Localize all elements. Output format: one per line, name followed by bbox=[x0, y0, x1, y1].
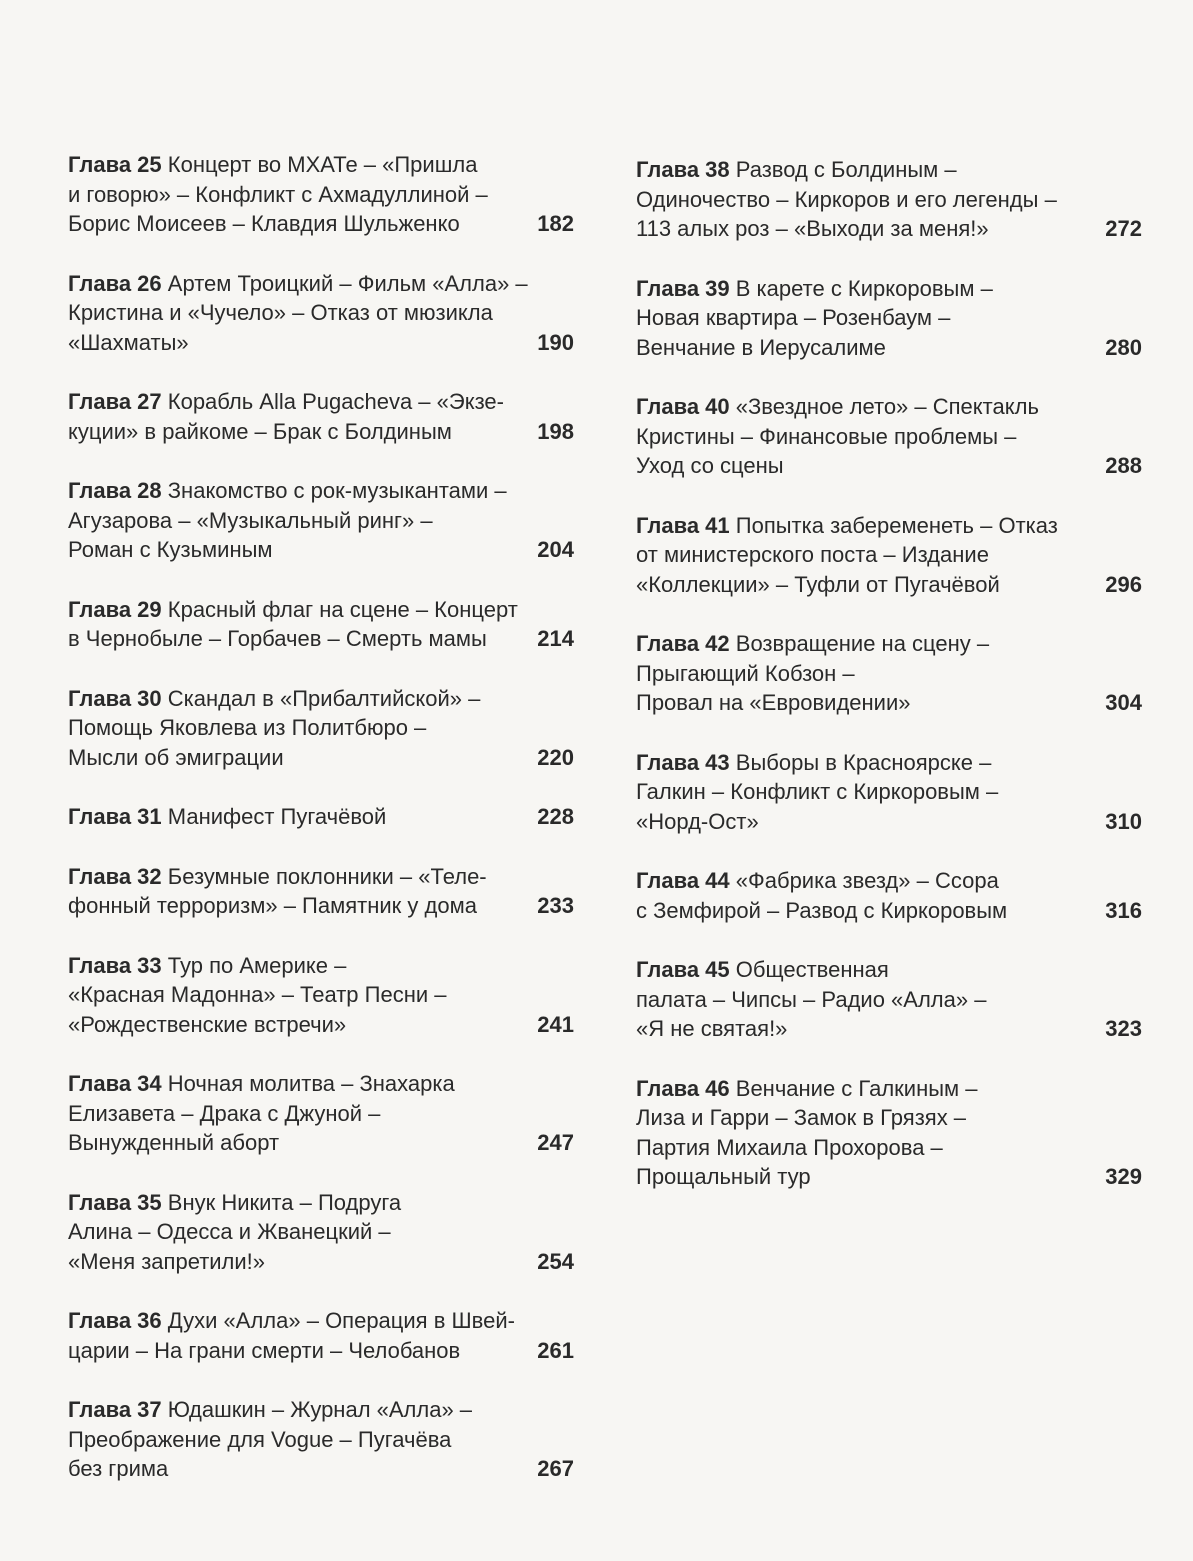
page-number: 288 bbox=[1105, 453, 1142, 478]
chapter-label: Глава 25 bbox=[68, 152, 162, 177]
chapter-title-text: фонный терроризм» – Памятник у дома bbox=[68, 893, 477, 918]
toc-entry-line bbox=[636, 1133, 1068, 1163]
toc-entry bbox=[68, 150, 578, 239]
chapter-label: Глава 33 bbox=[68, 952, 162, 978]
chapter-title-text: «Меня запретили!» bbox=[68, 1248, 266, 1274]
chapter-title-text: Артем Троицкий – Фильм «Алла» – bbox=[167, 270, 528, 296]
chapter-title-text: Галкин – Конфликт с Киркоровым – bbox=[636, 779, 999, 804]
toc-entry-line bbox=[636, 451, 1068, 481]
toc-entry-line bbox=[636, 688, 1068, 718]
chapter-title-text: Агузарова – «Музыкальный ринг» – bbox=[68, 507, 433, 533]
toc-entry-line bbox=[68, 476, 507, 506]
toc-entry bbox=[68, 1395, 578, 1484]
toc-entry-line bbox=[636, 1014, 1068, 1044]
chapter-label: Глава 39 bbox=[636, 275, 730, 301]
toc-entry-line bbox=[68, 1247, 500, 1277]
toc-entry-line bbox=[68, 387, 504, 417]
toc-entry bbox=[636, 955, 1146, 1044]
chapter-label: Глава 45 bbox=[636, 957, 730, 982]
toc-entry-line bbox=[68, 1454, 500, 1484]
page-number: 304 bbox=[1105, 690, 1142, 715]
toc-entry-line bbox=[68, 535, 500, 565]
toc-entry-line bbox=[68, 298, 500, 328]
toc-entry-line bbox=[636, 392, 1068, 422]
chapter-title-text: Манифест Пугачёвой bbox=[167, 804, 387, 829]
toc-entry-line bbox=[68, 180, 500, 210]
toc-entry-line bbox=[68, 1336, 500, 1366]
chapter-label: Глава 30 bbox=[68, 685, 162, 711]
page-number: 214 bbox=[537, 626, 574, 651]
page-number: 204 bbox=[537, 537, 574, 562]
toc-entry bbox=[68, 862, 578, 921]
toc-entry-line bbox=[68, 328, 500, 358]
chapter-title-text: без грима bbox=[68, 1456, 169, 1481]
toc-entry-line bbox=[636, 659, 1068, 689]
page-number: 261 bbox=[537, 1337, 574, 1363]
toc-entry-line bbox=[68, 743, 500, 773]
toc-entry bbox=[68, 684, 578, 773]
toc-column-left bbox=[68, 150, 578, 1514]
chapter-title-text: Уход со сцены bbox=[636, 453, 784, 478]
toc-entry bbox=[68, 269, 578, 358]
chapter-title-text: Корабль Alla Pugacheva – «Экзе- bbox=[167, 389, 504, 414]
chapter-title-text: Помощь Яковлева из Политбюро – bbox=[68, 715, 427, 740]
toc-entry-line bbox=[68, 1425, 500, 1455]
chapter-title-text: «Рождественские встречи» bbox=[68, 1011, 347, 1037]
chapter-label: Глава 38 bbox=[636, 157, 730, 182]
chapter-title-text: Партия Михаила Прохорова – bbox=[636, 1134, 943, 1160]
toc-entry bbox=[68, 951, 578, 1040]
chapter-title-text: Одиночество – Киркоров и его легенды – bbox=[636, 186, 1057, 212]
chapter-title-text: 113 алых роз – «Выходи за меня!» bbox=[636, 216, 989, 241]
toc-entry-line bbox=[68, 862, 500, 892]
chapter-title-text: Прыгающий Кобзон – bbox=[636, 660, 855, 686]
chapter-label: Глава 40 bbox=[636, 394, 730, 419]
chapter-title-text: Роман с Кузьминым bbox=[68, 537, 273, 562]
page-number: 272 bbox=[1105, 216, 1142, 241]
chapter-title-text: Внук Никита – Подруга bbox=[167, 1189, 402, 1215]
toc-entry-line bbox=[68, 417, 500, 447]
toc-entry-line bbox=[68, 713, 500, 743]
toc-entry-line bbox=[636, 1103, 1068, 1133]
chapter-title-text: Мысли об эмиграции bbox=[68, 744, 284, 770]
chapter-title-text: Тур по Америке – bbox=[167, 952, 347, 978]
page-number: 198 bbox=[537, 418, 574, 444]
chapter-title-text: «Звездное лето» – Спектакль bbox=[735, 394, 1039, 419]
toc-entry-line bbox=[636, 985, 1068, 1015]
chapter-title-text: Безумные поклонники – «Теле- bbox=[167, 863, 487, 889]
chapter-title-text: В карете с Киркоровым – bbox=[735, 275, 993, 301]
toc-entry-line bbox=[68, 1395, 500, 1425]
toc-entry-line bbox=[636, 896, 1068, 926]
chapter-title-text: Развод с Болдиным – bbox=[735, 157, 957, 182]
toc-entry-line bbox=[636, 303, 1068, 333]
chapter-label: Глава 34 bbox=[68, 1071, 162, 1096]
chapter-title-text: Кристина и «Чучело» – Отказ от мюзикла bbox=[68, 300, 493, 325]
toc-entry-line bbox=[636, 333, 1068, 363]
toc-column-right bbox=[636, 155, 1146, 1222]
chapter-title-text: «Красная Мадонна» – Театр Песни – bbox=[68, 982, 447, 1007]
chapter-title-text: и говорю» – Конфликт с Ахмадуллиной – bbox=[68, 181, 488, 207]
chapter-title-text: «Я не святая!» bbox=[636, 1016, 788, 1041]
chapter-title-text: Новая квартира – Розенбаум – bbox=[636, 305, 951, 330]
chapter-title-text: Возвращение на сцену – bbox=[735, 631, 990, 656]
toc-entry-line bbox=[636, 955, 1068, 985]
toc-entry-line bbox=[68, 980, 500, 1010]
toc-entry-line bbox=[636, 185, 1068, 215]
chapter-title-text: с Земфирой – Развод с Киркоровым bbox=[636, 897, 1008, 923]
chapter-title-text: Красный флаг на сцене – Концерт bbox=[167, 596, 518, 622]
page-number: 296 bbox=[1105, 571, 1142, 597]
chapter-title-text: «Фабрика звезд» – Ссора bbox=[735, 868, 999, 893]
toc-entry-line bbox=[68, 1069, 500, 1099]
toc-entry-line bbox=[636, 540, 1068, 570]
toc-entry-line bbox=[636, 629, 1068, 659]
toc-entry bbox=[636, 866, 1146, 925]
chapter-title-text: в Чернобыле – Горбачев – Смерть мамы bbox=[68, 626, 487, 651]
toc-entry-line bbox=[68, 951, 500, 981]
chapter-label: Глава 26 bbox=[68, 270, 162, 296]
page-number: 329 bbox=[1105, 1164, 1142, 1189]
toc-entry-line bbox=[636, 1162, 1068, 1192]
page-number: 190 bbox=[537, 329, 574, 355]
toc-entry bbox=[636, 274, 1146, 363]
chapter-title-text: Венчание с Галкиным – bbox=[735, 1075, 978, 1101]
toc-entry-line bbox=[68, 1010, 500, 1040]
toc-entry-line bbox=[636, 866, 1068, 896]
chapter-title-text: Юдашкин – Журнал «Алла» – bbox=[167, 1397, 473, 1422]
toc-entry-line bbox=[68, 209, 500, 239]
toc-entry-line bbox=[68, 1217, 500, 1247]
chapter-title-text: Попытка забеременеть – Отказ bbox=[735, 512, 1058, 538]
chapter-title-text: куции» в райкоме – Брак с Болдиным bbox=[68, 418, 452, 444]
toc-entry-line bbox=[68, 802, 500, 832]
toc-entry-line bbox=[636, 422, 1068, 452]
chapter-title-text: Венчание в Иерусалиме bbox=[636, 334, 886, 360]
toc-entry-line bbox=[68, 1188, 500, 1218]
toc-entry-line bbox=[68, 1099, 500, 1129]
page-number: 228 bbox=[537, 804, 574, 829]
chapter-title-text: Елизавета – Драка с Джуной – bbox=[68, 1100, 381, 1126]
page-number: 182 bbox=[537, 211, 574, 236]
chapter-title-text: Концерт во МХАТе – «Пришла bbox=[167, 152, 478, 177]
chapter-title-text: палата – Чипсы – Радио «Алла» – bbox=[636, 986, 987, 1012]
toc-entry bbox=[636, 629, 1146, 718]
toc-entry-line bbox=[68, 624, 500, 654]
chapter-title-text: Прощальный тур bbox=[636, 1164, 811, 1189]
chapter-title-text: Алина – Одесса и Жванецкий – bbox=[68, 1219, 391, 1244]
toc-entry bbox=[68, 595, 578, 654]
toc-entry-line bbox=[68, 506, 500, 536]
toc-entry-line bbox=[636, 511, 1068, 541]
chapter-label: Глава 44 bbox=[636, 868, 730, 893]
chapter-label: Глава 41 bbox=[636, 512, 730, 538]
toc-entry bbox=[68, 1306, 578, 1365]
page-number: 280 bbox=[1105, 334, 1142, 360]
chapter-title-text: Борис Моисеев – Клавдия Шульженко bbox=[68, 211, 460, 236]
toc-entry-line bbox=[636, 274, 1068, 304]
toc-entry-line bbox=[68, 684, 500, 714]
chapter-title-text: «Коллекции» – Туфли от Пугачёвой bbox=[636, 571, 1000, 597]
chapter-title-text: Вынужденный аборт bbox=[68, 1130, 280, 1155]
toc-entry-line bbox=[68, 1128, 500, 1158]
page-number: 233 bbox=[537, 893, 574, 918]
page-number: 323 bbox=[1105, 1016, 1142, 1041]
chapter-label: Глава 37 bbox=[68, 1397, 162, 1422]
chapter-title-text: Преображение для Vogue – Пугачёва bbox=[68, 1426, 452, 1452]
chapter-title-text: царии – На грани смерти – Челобанов bbox=[68, 1337, 461, 1363]
chapter-label: Глава 43 bbox=[636, 749, 730, 775]
toc-entry-line bbox=[636, 777, 1068, 807]
toc-entry-line bbox=[636, 748, 1068, 778]
chapter-label: Глава 28 bbox=[68, 478, 162, 503]
toc-entry bbox=[68, 1069, 578, 1158]
chapter-label: Глава 36 bbox=[68, 1308, 162, 1333]
chapter-label: Глава 32 bbox=[68, 863, 162, 889]
toc-entry bbox=[68, 802, 578, 832]
toc-entry-line bbox=[636, 807, 1068, 837]
toc-entry bbox=[68, 476, 578, 565]
toc-entry-line bbox=[636, 1074, 1068, 1104]
toc-entry-line bbox=[636, 570, 1068, 600]
chapter-label: Глава 29 bbox=[68, 596, 162, 622]
chapter-title-text: от министерского поста – Издание bbox=[636, 542, 989, 567]
page-number: 220 bbox=[537, 744, 574, 770]
toc-entry-line bbox=[636, 155, 1068, 185]
chapter-label: Глава 27 bbox=[68, 389, 162, 414]
chapter-title-text: Провал на «Евровидении» bbox=[636, 690, 911, 715]
chapter-title-text: «Шахматы» bbox=[68, 329, 189, 355]
page-number: 267 bbox=[537, 1456, 574, 1481]
chapter-label: Глава 35 bbox=[68, 1189, 162, 1215]
toc-entry-line bbox=[636, 214, 1068, 244]
toc-entry bbox=[636, 1074, 1146, 1192]
chapter-label: Глава 31 bbox=[68, 804, 162, 829]
toc-entry bbox=[636, 155, 1146, 244]
chapter-title-text: «Норд-Ост» bbox=[636, 808, 759, 834]
toc-entry bbox=[68, 387, 578, 446]
toc-entry-line bbox=[68, 595, 518, 625]
chapter-title-text: Духи «Алла» – Операция в Швей- bbox=[167, 1308, 515, 1333]
page-number: 241 bbox=[537, 1011, 574, 1037]
chapter-label: Глава 46 bbox=[636, 1075, 730, 1101]
toc-entry-line bbox=[68, 269, 528, 299]
chapter-title-text: Скандал в «Прибалтийской» – bbox=[167, 685, 481, 711]
chapter-title-text: Знакомство с рок-музыкантами – bbox=[167, 478, 507, 503]
toc-entry bbox=[636, 748, 1146, 837]
page-number: 247 bbox=[537, 1130, 574, 1155]
page-number: 254 bbox=[537, 1248, 574, 1274]
toc-entry-line bbox=[68, 1306, 515, 1336]
toc-entry bbox=[68, 1188, 578, 1277]
chapter-title-text: Кристины – Финансовые проблемы – bbox=[636, 423, 1017, 449]
toc-entry bbox=[636, 511, 1146, 600]
page-number: 316 bbox=[1105, 897, 1142, 923]
chapter-title-text: Общественная bbox=[735, 957, 889, 982]
toc-entry-line bbox=[68, 150, 500, 180]
chapter-title-text: Ночная молитва – Знахарка bbox=[167, 1071, 455, 1096]
chapter-title-text: Лиза и Гарри – Замок в Грязях – bbox=[636, 1105, 967, 1130]
toc-entry-line bbox=[68, 891, 500, 921]
page-number: 310 bbox=[1105, 808, 1142, 834]
chapter-title-text: Выборы в Красноярске – bbox=[735, 749, 992, 775]
chapter-label: Глава 42 bbox=[636, 631, 730, 656]
toc-entry bbox=[636, 392, 1146, 481]
